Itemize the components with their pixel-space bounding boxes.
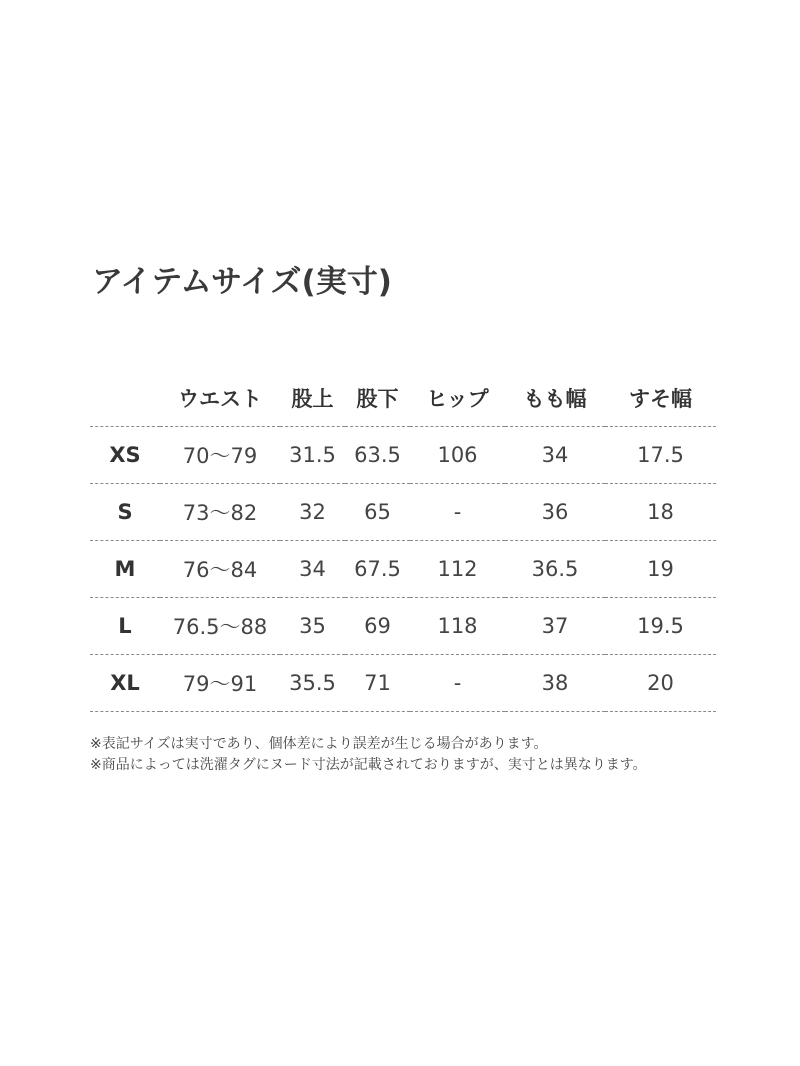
header-size	[90, 370, 160, 427]
rise-cell: 35.5	[280, 655, 345, 712]
hem-cell: 19.5	[605, 598, 716, 655]
waist-cell: 79〜91	[160, 655, 280, 712]
thigh-cell: 38	[505, 655, 605, 712]
header-rise: 股上	[280, 370, 345, 427]
note-text: ※表記サイズは実寸であり、個体差により誤差が生じる場合があります。	[90, 736, 548, 752]
inseam-cell: 71	[345, 655, 410, 712]
table-row	[90, 655, 716, 712]
size-label: XS	[90, 427, 160, 484]
table-row	[90, 598, 716, 655]
hem-cell: 17.5	[605, 427, 716, 484]
waist-cell: 70〜79	[160, 427, 280, 484]
table-row	[90, 541, 716, 598]
size-label: XL	[90, 655, 160, 712]
hem-cell: 20	[605, 655, 716, 712]
waist-cell: 76.5〜88	[160, 598, 280, 655]
hip-cell: -	[410, 655, 505, 712]
size-label: M	[90, 541, 160, 598]
hem-cell: 18	[605, 484, 716, 541]
thigh-cell: 34	[505, 427, 605, 484]
thigh-cell: 36	[505, 484, 605, 541]
inseam-cell: 65	[345, 484, 410, 541]
header-hem: すそ幅	[605, 370, 716, 427]
notes	[90, 734, 720, 776]
table-row	[90, 484, 716, 541]
thigh-cell: 37	[505, 598, 605, 655]
size-label: S	[90, 484, 160, 541]
hip-cell: 106	[410, 427, 505, 484]
size-table	[90, 370, 716, 712]
rise-cell: 31.5	[280, 427, 345, 484]
waist-cell: 76〜84	[160, 541, 280, 598]
rise-cell: 32	[280, 484, 345, 541]
header-thigh: もも幅	[505, 370, 605, 427]
header-hip: ヒップ	[410, 370, 505, 427]
table-row	[90, 427, 716, 484]
page-title: アイテムサイズ(実寸)	[92, 264, 392, 300]
waist-cell: 73〜82	[160, 484, 280, 541]
hip-cell: -	[410, 484, 505, 541]
header-inseam: 股下	[345, 370, 410, 427]
header-waist: ウエスト	[160, 370, 280, 427]
rise-cell: 35	[280, 598, 345, 655]
inseam-cell: 67.5	[345, 541, 410, 598]
inseam-cell: 69	[345, 598, 410, 655]
thigh-cell: 36.5	[505, 541, 605, 598]
inseam-cell: 63.5	[345, 427, 410, 484]
size-label: L	[90, 598, 160, 655]
hip-cell: 118	[410, 598, 505, 655]
table-header-row	[90, 370, 716, 427]
rise-cell: 34	[280, 541, 345, 598]
hip-cell: 112	[410, 541, 505, 598]
hem-cell: 19	[605, 541, 716, 598]
note-text: ※商品によっては洗濯タグにヌード寸法が記載されておりますが、実寸とは異なります。	[90, 757, 647, 773]
